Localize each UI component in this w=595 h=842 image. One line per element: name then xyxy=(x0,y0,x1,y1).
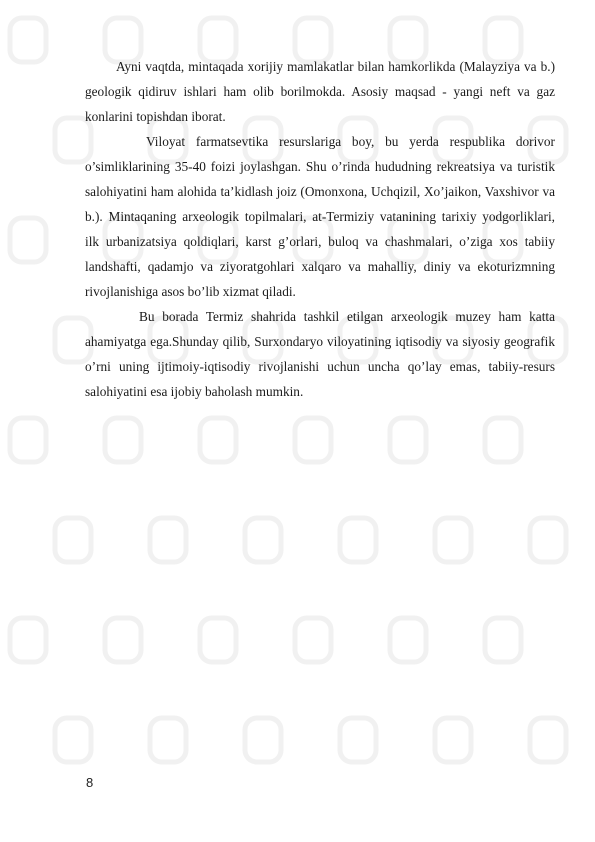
watermark-shape xyxy=(340,718,376,762)
watermark-shape xyxy=(435,518,471,562)
watermark-shape xyxy=(105,618,141,662)
watermark-shape xyxy=(150,718,186,762)
watermark-shape xyxy=(10,418,46,462)
watermark-shape xyxy=(200,418,236,462)
watermark-shape xyxy=(295,618,331,662)
paragraph-2: Viloyat farmatsevtika resurslariga boy, bu yerda respublika dorivor o’simliklarining 35-40 foizi joylashgan. Shu o’rinda hududning rekreatsiya va turistik salohiyatini ham alohida ta’kidlash joiz (Omonxona, Uchqizil, Xo’jaikon, Vaxshivor va b.). Mintaqaning arxeologik topilmalari, at-Termiziy vatanining tarixiy yodgorliklari, ilk urbanizatsiya qoldiqlari, karst g’orlari, buloq va chashmalari, o’ziga xos tabiiy landshafti, qadamjo va ziyoratgohlari xalqaro va mahalliy, diniy va ekoturizmning rivojlanishiga asos bo’lib xizmat qiladi. xyxy=(85,134,555,299)
watermark-shape xyxy=(435,718,471,762)
watermark-shape xyxy=(245,718,281,762)
watermark-shape xyxy=(245,518,281,562)
watermark-shape xyxy=(200,618,236,662)
watermark-shape xyxy=(150,518,186,562)
watermark-shape xyxy=(390,618,426,662)
watermark-shape xyxy=(485,618,521,662)
page-number: 8 xyxy=(86,775,94,790)
watermark-shape xyxy=(10,218,46,262)
watermark-shape xyxy=(10,618,46,662)
document-body xyxy=(85,54,555,404)
watermark-shape xyxy=(530,518,566,562)
watermark-shape xyxy=(55,518,91,562)
watermark-shape xyxy=(530,718,566,762)
watermark-shape xyxy=(340,518,376,562)
paragraph-1: Ayni vaqtda, mintaqada xorijiy mamlakatlar bilan hamkorlikda (Malayziya va b.) geologik qidiruv ishlari ham olib borilmokda. Asosiy maqsad - yangi neft va gaz konlarini topishdan iborat. xyxy=(85,59,555,124)
watermark-shape xyxy=(55,718,91,762)
watermark-shape xyxy=(105,418,141,462)
watermark-shape xyxy=(485,418,521,462)
watermark-shape xyxy=(10,18,46,62)
watermark-shape xyxy=(390,418,426,462)
paragraph-3: Bu borada Termiz shahrida tashkil etilgan arxeologik muzey ham katta ahamiyatga ega.Shunday qilib, Surxondaryo viloyatining iqtisodiy va siyosiy geografik o’rni uning ijtimoiy-iqtisodiy rivojlanishi uchun uncha qo’lay emas, tabiiy-resurs salohiyatini esa ijobiy baholash mumkin. xyxy=(85,309,555,399)
watermark-shape xyxy=(295,418,331,462)
